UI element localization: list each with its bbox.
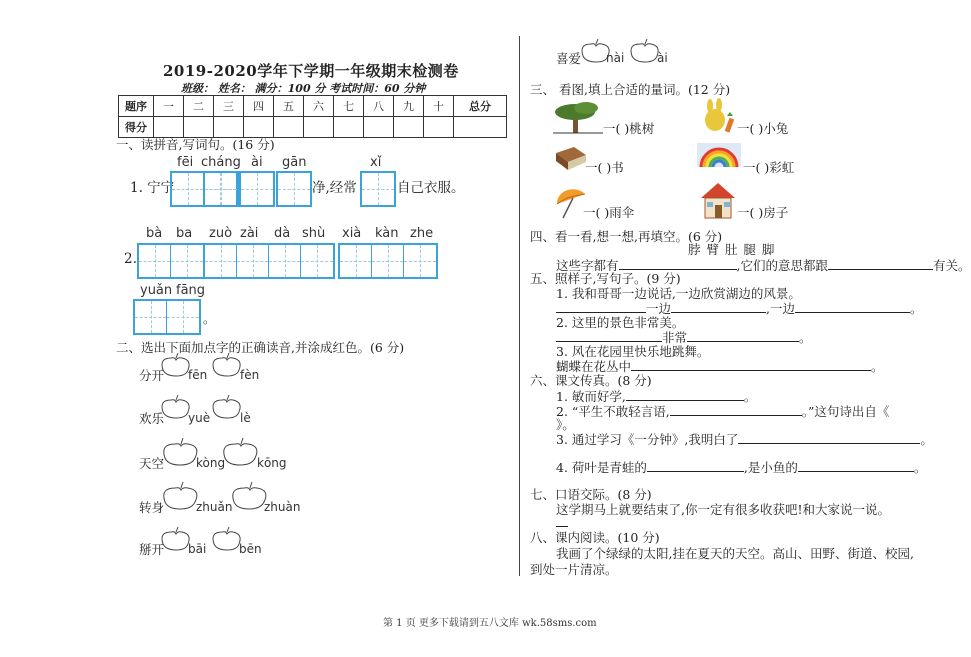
- pinyin: xǐ: [370, 155, 382, 170]
- q6-text: 4. 荷叶是青蛙的: [556, 460, 647, 475]
- table-cell: 十: [424, 96, 454, 117]
- pinyin: zhe: [410, 226, 434, 241]
- table-cell: 七: [334, 96, 364, 117]
- q3-item: 一( )小兔: [737, 121, 789, 136]
- pinyin-option: fèn: [240, 368, 260, 382]
- q2-word: 欢乐: [139, 411, 165, 426]
- q3-item: 一( )雨伞: [583, 205, 635, 220]
- pinyin: dà: [274, 226, 291, 241]
- q6-text: 。: [743, 389, 757, 404]
- q4-text: ,它们的意思都跟: [736, 258, 828, 273]
- apple-icon[interactable]: [213, 353, 240, 376]
- q1-line1-prefix: 1. 宁宁: [130, 180, 175, 196]
- q3-item: 一( )书: [585, 160, 624, 175]
- q5-text: 。: [871, 359, 884, 374]
- page-title: 2019-2020学年下学期一年级期末检测卷: [163, 62, 459, 80]
- answer-blank[interactable]: [798, 459, 914, 472]
- q7-heading: 七、口语交际。(8 分): [530, 487, 652, 502]
- q5-text: 。: [910, 301, 923, 316]
- rabbit-image: [697, 100, 737, 134]
- q2-heading: 二、选出下面加点字的正确读音,并涂成红色。(6 分): [116, 340, 405, 355]
- pinyin-option: fēn: [188, 368, 208, 382]
- pinyin-option: yuè: [188, 411, 211, 425]
- pinyin-option: nài: [606, 51, 625, 65]
- apple-icon[interactable]: [213, 395, 240, 418]
- q1-line2-label: 2.: [124, 251, 137, 267]
- q5-text: 一边: [646, 301, 672, 316]
- pinyin: bà: [146, 226, 163, 241]
- table-cell: 得分: [119, 117, 154, 138]
- q6-heading: 六、课文传真。(8 分): [530, 373, 652, 388]
- pinyin-option: ài: [657, 51, 668, 65]
- q5-text: 蝴蝶在花丛中: [556, 359, 632, 374]
- pinyin: xià: [342, 226, 362, 241]
- table-cell: 四: [244, 96, 274, 117]
- q8-passage-line-1: 我画了个绿绿的太阳,挂在夏天的天空。高山、田野、街道、校园,: [556, 546, 914, 561]
- q1-line3-end: 。: [203, 311, 216, 326]
- q4-text: 这些字都有: [556, 258, 619, 273]
- pinyin: ba: [176, 226, 193, 241]
- q3-heading: 三、 看图,填上合适的量词。(12 分): [530, 82, 731, 97]
- table-cell: 一: [154, 96, 184, 117]
- pinyin-option: lè: [240, 411, 251, 425]
- q6-line-2: [556, 403, 889, 420]
- q6-text: 。”这句诗出自《: [801, 404, 890, 419]
- q5-text: ,一边: [766, 301, 795, 316]
- pinyin-option: kòng: [196, 456, 226, 470]
- answer-blank[interactable]: [619, 257, 737, 270]
- apple-icon[interactable]: [162, 527, 189, 550]
- q6-line-2b: 》。: [556, 417, 575, 432]
- q2-word: 转身: [139, 500, 165, 515]
- answer-blank[interactable]: [631, 358, 871, 371]
- answer-blank[interactable]: [556, 300, 646, 313]
- right-top-word: 喜爱: [556, 51, 582, 66]
- pinyin-option: zhuàn: [264, 500, 301, 514]
- apple-icon[interactable]: [162, 395, 189, 418]
- q5-example-1: 1. 我和哥哥一边说话,一边欣赏湖边的风景。: [556, 286, 801, 301]
- pinyin: zuò: [209, 226, 233, 241]
- q1-line1-middle: 净,经常: [312, 180, 357, 196]
- house-image: [697, 180, 739, 220]
- apple-icon[interactable]: [162, 353, 189, 376]
- pinyin: cháng: [201, 155, 241, 170]
- answer-blank[interactable]: [738, 431, 920, 444]
- answer-blank[interactable]: [687, 329, 799, 342]
- q6-text: 2. “平生不敢轻言语,: [556, 404, 670, 419]
- q6-text: 3. 通过学习《一分钟》,我明白了: [556, 432, 739, 447]
- q6-text: 1. 敏而好学,: [556, 389, 626, 404]
- answer-blank[interactable]: [556, 329, 662, 342]
- table-cell: 三: [214, 96, 244, 117]
- pinyin: shù: [302, 226, 326, 241]
- table-cell: 八: [364, 96, 394, 117]
- pinyin-option: kōng: [257, 456, 287, 470]
- apple-icon[interactable]: [224, 438, 257, 465]
- answer-blank[interactable]: [795, 300, 910, 313]
- table-cell: 题序: [119, 96, 154, 117]
- q5-example-2: 2. 这里的景色非常美。: [556, 315, 685, 330]
- exam-info: 班级： 姓名： 满分：100 分 考试时间：60 分钟: [181, 82, 426, 95]
- pinyin: yuǎn: [140, 283, 173, 298]
- q2-word: 分开: [139, 368, 165, 383]
- answer-blank[interactable]: [828, 257, 933, 270]
- pinyin: zài: [240, 226, 259, 241]
- q6-line-4: [556, 459, 926, 476]
- table-cell: 二: [184, 96, 214, 117]
- column-divider: [519, 36, 520, 576]
- q6-text: ,是小鱼的: [743, 460, 798, 475]
- q3-item: 一( )彩虹: [743, 160, 795, 175]
- q2-word: 掰开: [139, 542, 165, 557]
- q4-heading: 四、看一看,想一想,再填空。(6 分): [530, 229, 723, 244]
- q5-text: 非常: [662, 330, 688, 345]
- table-cell: 总分: [454, 96, 507, 117]
- q7-text: 这学期马上就要结束了,你一定有很多收获吧!和大家说一说。: [556, 502, 890, 517]
- book-image: [553, 145, 587, 171]
- answer-blank[interactable]: [670, 403, 802, 416]
- table-cell: 五: [274, 96, 304, 117]
- pinyin-option: bāi: [188, 542, 207, 556]
- q5-example-3: 3. 风在花园里快乐地跳舞。: [556, 344, 710, 359]
- q1-heading: 一、读拼音,写词句。(16 分): [116, 137, 275, 152]
- answer-blank[interactable]: [671, 300, 766, 313]
- pinyin: fāng: [176, 283, 206, 298]
- q8-passage-line-2: 到处一片清凉。: [530, 562, 618, 577]
- q3-item: 一( )房子: [737, 205, 789, 220]
- pinyin-option: bēn: [239, 542, 262, 556]
- answer-line[interactable]: [556, 526, 568, 527]
- q1-line1-suffix: 自己衣服。: [397, 180, 465, 196]
- answer-blank[interactable]: [647, 459, 744, 472]
- q5-text: 。: [799, 330, 812, 345]
- answer-blank[interactable]: [626, 388, 744, 401]
- apple-icon[interactable]: [164, 482, 197, 509]
- pinyin: ài: [251, 155, 263, 170]
- q2-word: 天空: [139, 456, 165, 471]
- apple-icon[interactable]: [631, 39, 658, 62]
- q6-line-3: [556, 431, 933, 448]
- pinyin: kàn: [375, 226, 399, 241]
- pinyin: fēi: [177, 155, 194, 170]
- q3-item: 一( )桃树: [603, 121, 655, 136]
- pinyin: gān: [282, 155, 307, 170]
- q4-chars: 脖 臂 肚 腿 脚: [688, 242, 776, 257]
- apple-icon[interactable]: [164, 438, 197, 465]
- peach-tree-image: [553, 100, 603, 134]
- apple-icon[interactable]: [213, 527, 240, 550]
- q5-heading: 五、照样子,写句子。(9 分): [530, 271, 681, 286]
- q4-text: 有关。: [933, 258, 971, 273]
- q6-text: 。: [920, 432, 933, 447]
- table-cell: 六: [304, 96, 334, 117]
- q8-heading: 八、课内阅读。(10 分): [530, 530, 660, 545]
- table-cell: 九: [394, 96, 424, 117]
- apple-icon[interactable]: [233, 482, 266, 509]
- pinyin-option: zhuǎn: [196, 500, 233, 514]
- page-footer: 第 1 页 更多下载请到五八文库 wk.58sms.com: [383, 618, 597, 629]
- q6-text: 。: [913, 460, 927, 475]
